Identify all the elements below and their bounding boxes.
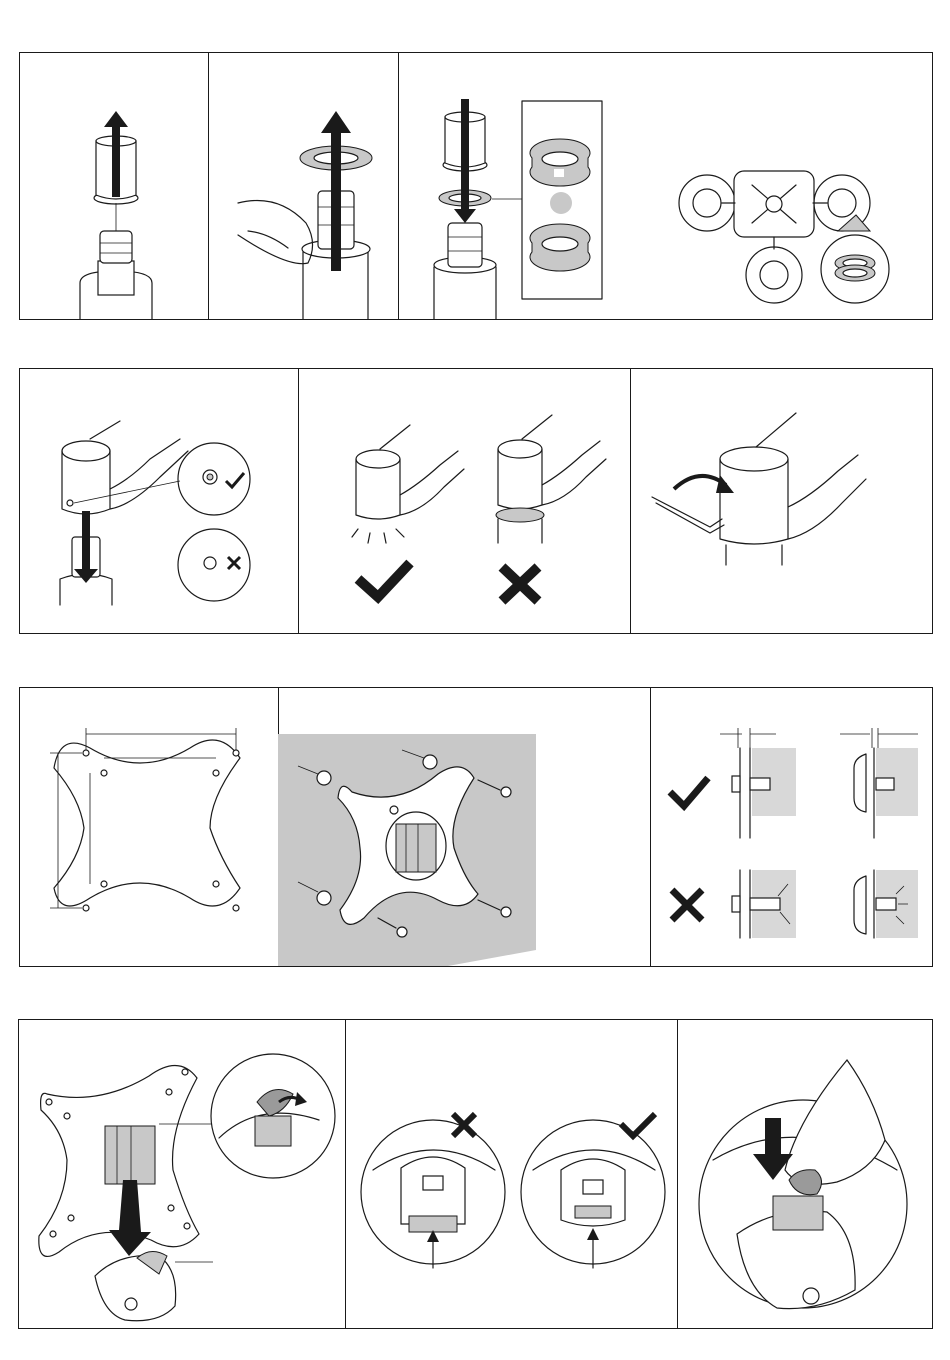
check-icon — [621, 1114, 655, 1136]
step-arm-seated-check — [298, 369, 630, 633]
step-attach-quick-release — [19, 1020, 345, 1328]
latch-detail-callout — [211, 1054, 335, 1178]
ring-closed-bottom — [530, 224, 590, 271]
screw-incorrect-b — [854, 870, 918, 938]
cross-icon — [672, 890, 702, 920]
step-insert-spacer-ring — [398, 53, 612, 319]
screw-correct-detail — [178, 443, 250, 515]
step-pull-gas-spring-cover — [20, 53, 208, 319]
step-vesa-hole-pattern — [20, 688, 278, 966]
hand-illustration — [238, 201, 313, 264]
instruction-row-2 — [19, 368, 933, 634]
pole-illustration — [80, 231, 152, 319]
clearance-dimension — [720, 728, 918, 748]
check-icon — [226, 473, 244, 487]
screw-incorrect-a — [732, 870, 796, 938]
instruction-row-3 — [19, 687, 933, 967]
arm-illustration — [62, 421, 188, 514]
screw-incorrect-detail — [178, 529, 250, 601]
ring-open-top — [530, 139, 590, 186]
instruction-row-4 — [18, 1019, 933, 1329]
vesa-plate-outline — [54, 740, 240, 911]
cross-icon — [228, 557, 240, 569]
step-remove-height-ring — [208, 53, 398, 319]
arm-head-illustration — [95, 1251, 176, 1320]
check-icon — [670, 778, 708, 806]
vesa-plate — [39, 1065, 199, 1256]
step-ring-positions-overview — [612, 53, 932, 319]
click-mark-icon — [352, 529, 404, 543]
pole-illustration — [434, 223, 496, 319]
callout-line — [74, 481, 180, 503]
arm-seated-correct — [352, 425, 464, 597]
screw-correct-b — [854, 748, 918, 838]
step-mount-vesa-plate — [278, 688, 650, 966]
dimension-lines — [50, 728, 236, 908]
arm-seated-incorrect — [496, 415, 606, 601]
ring-detail-callout — [522, 101, 602, 299]
cross-icon — [502, 567, 538, 601]
screw-correct-a — [732, 748, 796, 838]
step-lower-arm-onto-pole — [20, 369, 298, 633]
check-icon — [358, 563, 410, 597]
status-dot-icon — [550, 192, 572, 214]
instruction-row-1 — [19, 52, 933, 320]
allen-key-illustration — [652, 497, 724, 533]
step-screw-length-check — [650, 688, 932, 966]
step-press-to-lock — [677, 1020, 932, 1328]
latch-incorrect-detail — [361, 1114, 505, 1268]
arm-illustration — [720, 413, 866, 565]
latch-correct-detail — [521, 1114, 665, 1268]
step-latch-position-check — [345, 1020, 677, 1328]
rotate-arrow-icon — [674, 475, 734, 493]
step-tighten-set-screw — [630, 369, 932, 633]
